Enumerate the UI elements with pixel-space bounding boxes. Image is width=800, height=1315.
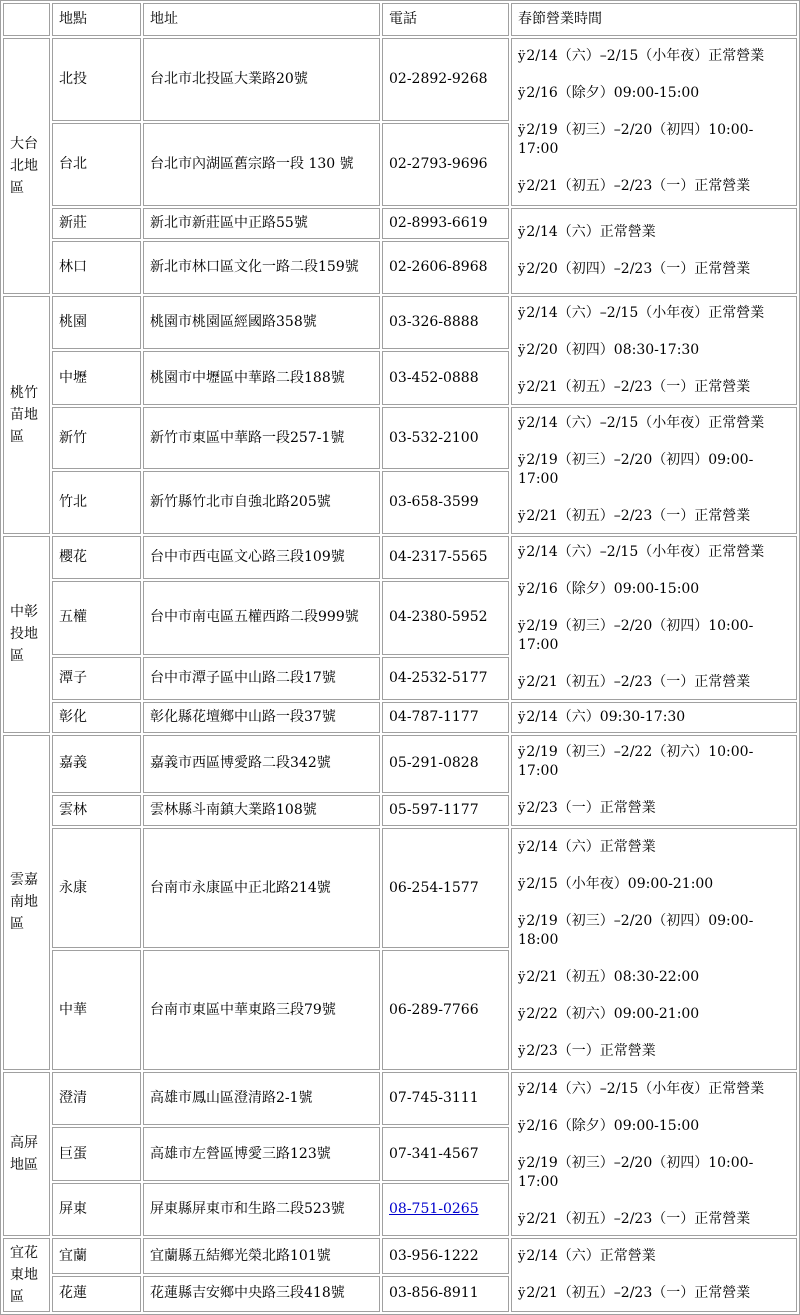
store-address: 花蓮縣吉安鄉中央路三段418號 — [143, 1276, 380, 1312]
hours-text: 2/22（初六）09:00-21:00 — [526, 1005, 700, 1022]
hours-text: 2/14（六）–2/15（小年夜）正常營業 — [526, 1080, 765, 1097]
store-address: 桃園市中壢區中華路二段188號 — [143, 351, 380, 404]
bullet-mark-icon: ÿ — [518, 49, 526, 65]
bullet-mark-icon: ÿ — [518, 582, 526, 598]
store-phone: 03-532-2100 — [382, 407, 509, 470]
store-phone: 03-956-1222 — [382, 1238, 509, 1274]
hours-cell — [511, 702, 797, 733]
hours-text: 2/21（初五）–2/23（一）正常營業 — [526, 1285, 751, 1302]
bullet-mark-icon: ÿ — [518, 342, 526, 358]
store-address: 高雄市左營區博愛三路123號 — [143, 1127, 380, 1180]
hours-text: 2/19（初三）–2/22（初六）10:00-17:00 — [518, 743, 754, 779]
hours-cell — [511, 828, 797, 1070]
hours-cell — [511, 296, 797, 405]
hours-cell — [511, 407, 797, 534]
bullet-mark-icon: ÿ — [518, 262, 526, 278]
store-address: 新竹縣竹北市自強北路205號 — [143, 471, 380, 534]
store-phone: 02-2793-9696 — [382, 123, 509, 206]
hours-line — [518, 912, 790, 950]
store-phone: 02-2606-8968 — [382, 241, 509, 294]
store-phone: 02-2892-9268 — [382, 38, 509, 121]
table-row — [3, 735, 797, 793]
hours-line — [518, 341, 790, 360]
bullet-mark-icon: ÿ — [518, 509, 526, 525]
store-address: 桃園市桃園區經國路358號 — [143, 296, 380, 349]
bullet-mark-icon: ÿ — [518, 379, 526, 395]
hours-cell — [511, 1072, 797, 1236]
hours-text: 2/14（六）–2/15（小年夜）正常營業 — [526, 304, 765, 321]
hours-line — [518, 580, 790, 599]
hours-text: 2/14（六）正常營業 — [526, 1248, 656, 1265]
bullet-mark-icon: ÿ — [518, 545, 526, 561]
store-address: 雲林縣斗南鎮大業路108號 — [143, 795, 380, 826]
hours-text: 2/23（一）正常營業 — [526, 1042, 656, 1059]
store-name: 永康 — [52, 828, 141, 948]
hours-text: 2/14（六）–2/15（小年夜）正常營業 — [526, 415, 765, 432]
hours-line — [518, 708, 790, 727]
bullet-mark-icon: ÿ — [518, 1043, 526, 1059]
store-name: 嘉義 — [52, 735, 141, 793]
store-name: 五權 — [52, 581, 141, 655]
hours-line — [518, 838, 790, 857]
hours-line — [518, 1042, 790, 1061]
hours-text: 2/16（除夕）09:00-15:00 — [526, 581, 700, 598]
bullet-mark-icon: ÿ — [518, 1118, 526, 1134]
bullet-mark-icon: ÿ — [518, 969, 526, 985]
hours-text: 2/23（一）正常營業 — [526, 799, 656, 816]
hours-line — [518, 799, 790, 818]
region-label: 高屏地區 — [10, 1135, 38, 1174]
hours-cell — [511, 735, 797, 826]
hours-line — [518, 1005, 790, 1024]
hours-line — [518, 1154, 790, 1192]
store-phone: 05-597-1177 — [382, 795, 509, 826]
hours-text: 2/19（初三）–2/20（初四）10:00-17:00 — [518, 618, 754, 654]
header-phone: 電話 — [382, 3, 509, 36]
region-cell — [3, 1072, 50, 1236]
store-name: 彰化 — [52, 702, 141, 733]
hours-line — [518, 304, 790, 323]
bullet-mark-icon: ÿ — [518, 453, 526, 469]
region-cell — [3, 38, 50, 294]
region-label: 雲嘉南地區 — [10, 872, 38, 933]
store-name: 巨蛋 — [52, 1127, 141, 1180]
header-empty-cell — [3, 3, 50, 36]
bullet-mark-icon: ÿ — [518, 744, 526, 760]
store-name: 澄清 — [52, 1072, 141, 1125]
hours-line — [518, 1247, 790, 1266]
region-label: 大台北地區 — [10, 135, 38, 196]
hours-line — [518, 1117, 790, 1136]
hours-text: 2/21（初五）08:30-22:00 — [526, 968, 700, 985]
store-address: 台中市西屯區文心路三段109號 — [143, 536, 380, 579]
hours-line — [518, 223, 790, 242]
store-name: 新莊 — [52, 208, 141, 239]
table-row — [3, 407, 797, 470]
hours-line — [518, 121, 790, 159]
bullet-mark-icon: ÿ — [518, 800, 526, 816]
bullet-mark-icon: ÿ — [518, 1211, 526, 1227]
store-name: 花蓮 — [52, 1276, 141, 1312]
table-row — [3, 828, 797, 948]
store-name: 中華 — [52, 950, 141, 1070]
region-cell — [3, 1238, 50, 1312]
hours-line — [518, 1210, 790, 1229]
store-phone: 05-291-0828 — [382, 735, 509, 793]
hours-text: 2/21（初五）–2/23（一）正常營業 — [526, 378, 751, 395]
store-name: 竹北 — [52, 471, 141, 534]
store-name: 櫻花 — [52, 536, 141, 579]
store-address: 台北市北投區大業路20號 — [143, 38, 380, 121]
hours-line — [518, 743, 790, 781]
bullet-mark-icon: ÿ — [518, 1155, 526, 1171]
store-phone: 06-254-1577 — [382, 828, 509, 948]
store-address: 宜蘭縣五結鄉光榮北路101號 — [143, 1238, 380, 1274]
bullet-mark-icon: ÿ — [518, 86, 526, 102]
store-name: 屏東 — [52, 1183, 141, 1236]
hours-line — [518, 543, 790, 562]
store-address: 台南市東區中華東路三段79號 — [143, 950, 380, 1070]
store-phone: 02-8993-6619 — [382, 208, 509, 239]
store-phone: 04-2317-5565 — [382, 536, 509, 579]
hours-text: 2/15（小年夜）09:00-21:00 — [526, 875, 714, 892]
bullet-mark-icon: ÿ — [518, 709, 526, 725]
bullet-mark-icon: ÿ — [518, 305, 526, 321]
hours-text: 2/19（初三）–2/20（初四）10:00-17:00 — [518, 1154, 754, 1190]
bullet-mark-icon: ÿ — [518, 619, 526, 635]
bullet-mark-icon: ÿ — [518, 179, 526, 195]
header-hours: 春節營業時間 — [511, 3, 797, 36]
hours-text: 2/21（初五）–2/23（一）正常營業 — [526, 178, 751, 195]
hours-text: 2/14（六）–2/15（小年夜）正常營業 — [526, 544, 765, 561]
hours-line — [518, 673, 790, 692]
bullet-mark-icon: ÿ — [518, 416, 526, 432]
table-row — [3, 1072, 797, 1125]
header-row — [3, 3, 797, 36]
store-phone — [382, 1183, 509, 1236]
store-phone: 03-452-0888 — [382, 351, 509, 404]
hours-line — [518, 260, 790, 279]
bullet-mark-icon: ÿ — [518, 1249, 526, 1265]
hours-cell — [511, 536, 797, 700]
table-row — [3, 1238, 797, 1274]
hours-line — [518, 1080, 790, 1099]
hours-text: 2/19（初三）–2/20（初四）10:00-17:00 — [518, 122, 754, 158]
phone-link[interactable]: 08-751-0265 — [389, 1200, 479, 1217]
region-cell — [3, 536, 50, 733]
hours-text: 2/16（除夕）09:00-15:00 — [526, 1117, 700, 1134]
store-address: 屏東縣屏東市和生路二段523號 — [143, 1183, 380, 1236]
hours-line — [518, 968, 790, 987]
store-address: 台南市永康區中正北路214號 — [143, 828, 380, 948]
bullet-mark-icon: ÿ — [518, 839, 526, 855]
store-address: 嘉義市西區博愛路二段342號 — [143, 735, 380, 793]
hours-line — [518, 451, 790, 489]
hours-line — [518, 378, 790, 397]
region-label: 桃竹苗地區 — [10, 385, 38, 446]
bullet-mark-icon: ÿ — [518, 225, 526, 241]
store-phone: 06-289-7766 — [382, 950, 509, 1070]
hours-text: 2/14（六）正常營業 — [526, 224, 656, 241]
store-address: 新北市新莊區中正路55號 — [143, 208, 380, 239]
store-address: 台中市潭子區中山路二段17號 — [143, 657, 380, 700]
hours-text: 2/14（六）–2/15（小年夜）正常營業 — [526, 48, 765, 65]
bullet-mark-icon: ÿ — [518, 1286, 526, 1302]
store-address: 新竹市東區中華路一段257-1號 — [143, 407, 380, 470]
bullet-mark-icon: ÿ — [518, 675, 526, 691]
region-label: 宜花東地區 — [10, 1245, 38, 1306]
region-label: 中彰投地區 — [10, 604, 38, 665]
hours-line — [518, 84, 790, 103]
bullet-mark-icon: ÿ — [518, 913, 526, 929]
hours-text: 2/19（初三）–2/20（初四）09:00-17:00 — [518, 452, 754, 488]
store-name: 新竹 — [52, 407, 141, 470]
store-name: 北投 — [52, 38, 141, 121]
store-name: 桃園 — [52, 296, 141, 349]
table-row — [3, 536, 797, 579]
hours-line — [518, 617, 790, 655]
store-name: 中壢 — [52, 351, 141, 404]
region-cell — [3, 735, 50, 1070]
store-address: 新北市林口區文化一路二段159號 — [143, 241, 380, 294]
bullet-mark-icon: ÿ — [518, 876, 526, 892]
store-phone: 03-658-3599 — [382, 471, 509, 534]
table-row — [3, 702, 797, 733]
store-phone: 04-2380-5952 — [382, 581, 509, 655]
table-row — [3, 208, 797, 239]
table-row — [3, 38, 797, 121]
hours-text: 2/20（初四）08:30-17:30 — [526, 341, 700, 358]
header-location: 地點 — [52, 3, 141, 36]
hours-text: 2/19（初三）–2/20（初四）09:00-18:00 — [518, 912, 754, 948]
store-phone: 04-2532-5177 — [382, 657, 509, 700]
store-phone: 04-787-1177 — [382, 702, 509, 733]
region-cell — [3, 296, 50, 534]
hours-text: 2/21（初五）–2/23（一）正常營業 — [526, 508, 751, 525]
store-address: 台北市內湖區舊宗路一段 130 號 — [143, 123, 380, 206]
store-address: 台中市南屯區五權西路二段999號 — [143, 581, 380, 655]
store-name: 潭子 — [52, 657, 141, 700]
store-name: 雲林 — [52, 795, 141, 826]
store-phone: 03-326-8888 — [382, 296, 509, 349]
store-phone: 07-341-4567 — [382, 1127, 509, 1180]
bullet-mark-icon: ÿ — [518, 1081, 526, 1097]
hours-text: 2/16（除夕）09:00-15:00 — [526, 85, 700, 102]
hours-text: 2/21（初五）–2/23（一）正常營業 — [526, 1210, 751, 1227]
hours-text: 2/14（六）09:30-17:30 — [526, 708, 686, 725]
store-name: 林口 — [52, 241, 141, 294]
hours-line — [518, 507, 790, 526]
bullet-mark-icon: ÿ — [518, 1006, 526, 1022]
store-phone: 07-745-3111 — [382, 1072, 509, 1125]
hours-line — [518, 1284, 790, 1303]
header-address: 地址 — [143, 3, 380, 36]
hours-line — [518, 875, 790, 894]
store-name: 台北 — [52, 123, 141, 206]
bullet-mark-icon: ÿ — [518, 123, 526, 139]
store-address: 高雄市鳳山區澄清路2-1號 — [143, 1072, 380, 1125]
hours-line — [518, 177, 790, 196]
hours-text: 2/20（初四）–2/23（一）正常營業 — [526, 261, 751, 278]
hours-text: 2/14（六）正常營業 — [526, 838, 656, 855]
hours-line — [518, 47, 790, 66]
hours-line — [518, 414, 790, 433]
hours-text: 2/21（初五）–2/23（一）正常營業 — [526, 674, 751, 691]
store-phone: 03-856-8911 — [382, 1276, 509, 1312]
hours-cell — [511, 38, 797, 206]
store-address: 彰化縣花壇鄉中山路一段37號 — [143, 702, 380, 733]
hours-cell — [511, 208, 797, 294]
hours-cell — [511, 1238, 797, 1312]
table-row — [3, 296, 797, 349]
store-name: 宜蘭 — [52, 1238, 141, 1274]
